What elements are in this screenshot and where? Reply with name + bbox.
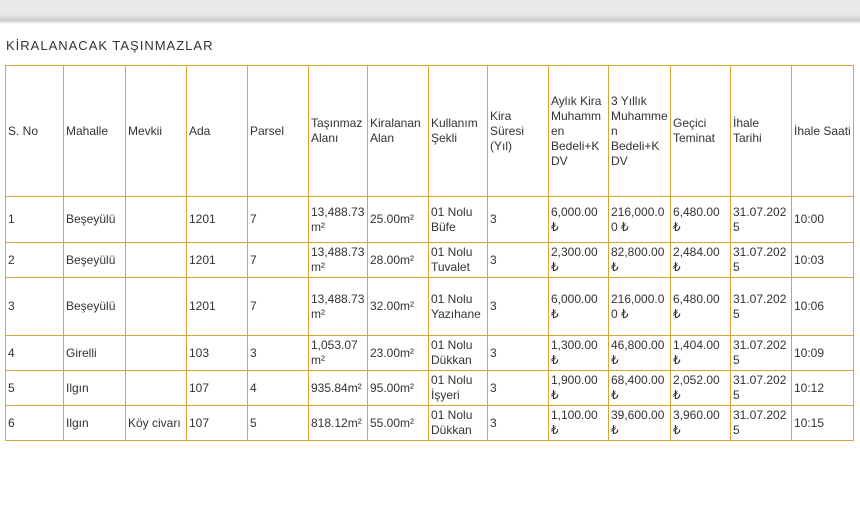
cell-gecici-teminat: 1,404.00 ₺	[671, 336, 731, 371]
header-cell: Mahalle	[64, 66, 126, 197]
cell-mahalle: Girelli	[64, 336, 126, 371]
cell-ihale-tarihi: 31.07.2025	[731, 243, 792, 278]
cell-parsel: 4	[248, 371, 309, 406]
table-row	[6, 278, 854, 336]
cell-mevkii	[126, 197, 187, 243]
cell-ihale-tarihi: 31.07.2025	[731, 197, 792, 243]
header-cell: Aylık Kira Muhammen Bedeli+KDV	[549, 66, 609, 197]
cell-parsel: 5	[248, 406, 309, 441]
cell-sno: 3	[6, 278, 64, 336]
cell-yillik-bedel: 46,800.00 ₺	[609, 336, 671, 371]
cell-ada: 1201	[187, 243, 248, 278]
cell-ihale-saati: 10:06	[792, 278, 854, 336]
cell-mahalle: Beşeyülü	[64, 197, 126, 243]
cell-gecici-teminat: 6,480.00 ₺	[671, 197, 731, 243]
cell-parsel: 7	[248, 197, 309, 243]
cell-mahalle: Beşeyülü	[64, 278, 126, 336]
cell-tasinmaz-alani: 1,053.07m²	[309, 336, 368, 371]
cell-ihale-tarihi: 31.07.2025	[731, 278, 792, 336]
cell-tasinmaz-alani: 13,488.73m²	[309, 197, 368, 243]
cell-aylik-bedel: 2,300.00 ₺	[549, 243, 609, 278]
cell-kira-suresi: 3	[488, 243, 549, 278]
cell-mahalle: Ilgın	[64, 406, 126, 441]
cell-ada: 107	[187, 371, 248, 406]
cell-kira-suresi: 3	[488, 406, 549, 441]
cell-gecici-teminat: 2,484.00 ₺	[671, 243, 731, 278]
cell-kira-suresi: 3	[488, 336, 549, 371]
table-row	[6, 371, 854, 406]
cell-yillik-bedel: 39,600.00 ₺	[609, 406, 671, 441]
cell-ihale-saati: 10:09	[792, 336, 854, 371]
cell-yillik-bedel: 82,800.00 ₺	[609, 243, 671, 278]
cell-ihale-tarihi: 31.07.2025	[731, 406, 792, 441]
cell-yillik-bedel: 68,400.00 ₺	[609, 371, 671, 406]
section-title: KİRALANACAK TAŞINMAZLAR	[6, 38, 214, 53]
cell-kullanim-sekli: 01 Nolu Tuvalet	[429, 243, 488, 278]
cell-gecici-teminat: 3,960.00 ₺	[671, 406, 731, 441]
cell-kiralanan-alan: 32.00m²	[368, 278, 429, 336]
cell-sno: 1	[6, 197, 64, 243]
cell-sno: 5	[6, 371, 64, 406]
cell-parsel: 7	[248, 243, 309, 278]
cell-ada: 103	[187, 336, 248, 371]
header-cell: Mevkii	[126, 66, 187, 197]
cell-yillik-bedel: 216,000.00 ₺	[609, 197, 671, 243]
header-cell: 3 Yıllık Muhammen Bedeli+KDV	[609, 66, 671, 197]
cell-ihale-tarihi: 31.07.2025	[731, 371, 792, 406]
cell-aylik-bedel: 6,000.00 ₺	[549, 278, 609, 336]
cell-parsel: 3	[248, 336, 309, 371]
top-shadow-bar	[0, 0, 860, 24]
cell-gecici-teminat: 2,052.00 ₺	[671, 371, 731, 406]
cell-ihale-saati: 10:15	[792, 406, 854, 441]
cell-tasinmaz-alani: 935.84m²	[309, 371, 368, 406]
cell-parsel: 7	[248, 278, 309, 336]
cell-tasinmaz-alani: 13,488.73m²	[309, 278, 368, 336]
header-cell: Taşınmaz Alanı	[309, 66, 368, 197]
cell-kullanim-sekli: 01 Nolu İşyeri	[429, 371, 488, 406]
table-row	[6, 197, 854, 243]
header-cell: İhale Tarihi	[731, 66, 792, 197]
cell-kullanim-sekli: 01 Nolu Dükkan	[429, 406, 488, 441]
header-cell: S. No	[6, 66, 64, 197]
cell-kiralanan-alan: 95.00m²	[368, 371, 429, 406]
cell-ihale-saati: 10:03	[792, 243, 854, 278]
header-cell: Kira Süresi (Yıl)	[488, 66, 549, 197]
cell-sno: 2	[6, 243, 64, 278]
cell-mevkii	[126, 371, 187, 406]
cell-yillik-bedel: 216,000.00 ₺	[609, 278, 671, 336]
header-cell: Parsel	[248, 66, 309, 197]
cell-ihale-saati: 10:12	[792, 371, 854, 406]
header-row	[6, 66, 854, 197]
cell-ihale-tarihi: 31.07.2025	[731, 336, 792, 371]
cell-mevkii	[126, 336, 187, 371]
cell-gecici-teminat: 6,480.00 ₺	[671, 278, 731, 336]
cell-aylik-bedel: 1,100.00 ₺	[549, 406, 609, 441]
cell-kira-suresi: 3	[488, 278, 549, 336]
table-row	[6, 243, 854, 278]
header-cell: Kiralanan Alan	[368, 66, 429, 197]
cell-kiralanan-alan: 25.00m²	[368, 197, 429, 243]
cell-kiralanan-alan: 55.00m²	[368, 406, 429, 441]
cell-aylik-bedel: 6,000.00 ₺	[549, 197, 609, 243]
header-cell: İhale Saati	[792, 66, 854, 197]
cell-tasinmaz-alani: 13,488.73m²	[309, 243, 368, 278]
cell-sno: 4	[6, 336, 64, 371]
cell-mevkii: Köy civarı	[126, 406, 187, 441]
table-row	[6, 406, 854, 441]
header-cell: Ada	[187, 66, 248, 197]
cell-ihale-saati: 10:00	[792, 197, 854, 243]
cell-aylik-bedel: 1,900.00 ₺	[549, 371, 609, 406]
cell-kiralanan-alan: 28.00m²	[368, 243, 429, 278]
cell-kira-suresi: 3	[488, 197, 549, 243]
cell-aylik-bedel: 1,300.00 ₺	[549, 336, 609, 371]
cell-kullanim-sekli: 01 Nolu Büfe	[429, 197, 488, 243]
cell-ada: 1201	[187, 197, 248, 243]
cell-mevkii	[126, 243, 187, 278]
header-cell: Kullanım Şekli	[429, 66, 488, 197]
cell-mevkii	[126, 278, 187, 336]
cell-ada: 107	[187, 406, 248, 441]
cell-kullanim-sekli: 01 Nolu Yazıhane	[429, 278, 488, 336]
cell-tasinmaz-alani: 818.12m²	[309, 406, 368, 441]
cell-mahalle: Beşeyülü	[64, 243, 126, 278]
cell-ada: 1201	[187, 278, 248, 336]
cell-sno: 6	[6, 406, 64, 441]
header-cell: Geçici Teminat	[671, 66, 731, 197]
cell-kullanim-sekli: 01 Nolu Dükkan	[429, 336, 488, 371]
cell-mahalle: Ilgın	[64, 371, 126, 406]
table-row	[6, 336, 854, 371]
cell-kiralanan-alan: 23.00m²	[368, 336, 429, 371]
property-table	[5, 65, 854, 441]
cell-kira-suresi: 3	[488, 371, 549, 406]
